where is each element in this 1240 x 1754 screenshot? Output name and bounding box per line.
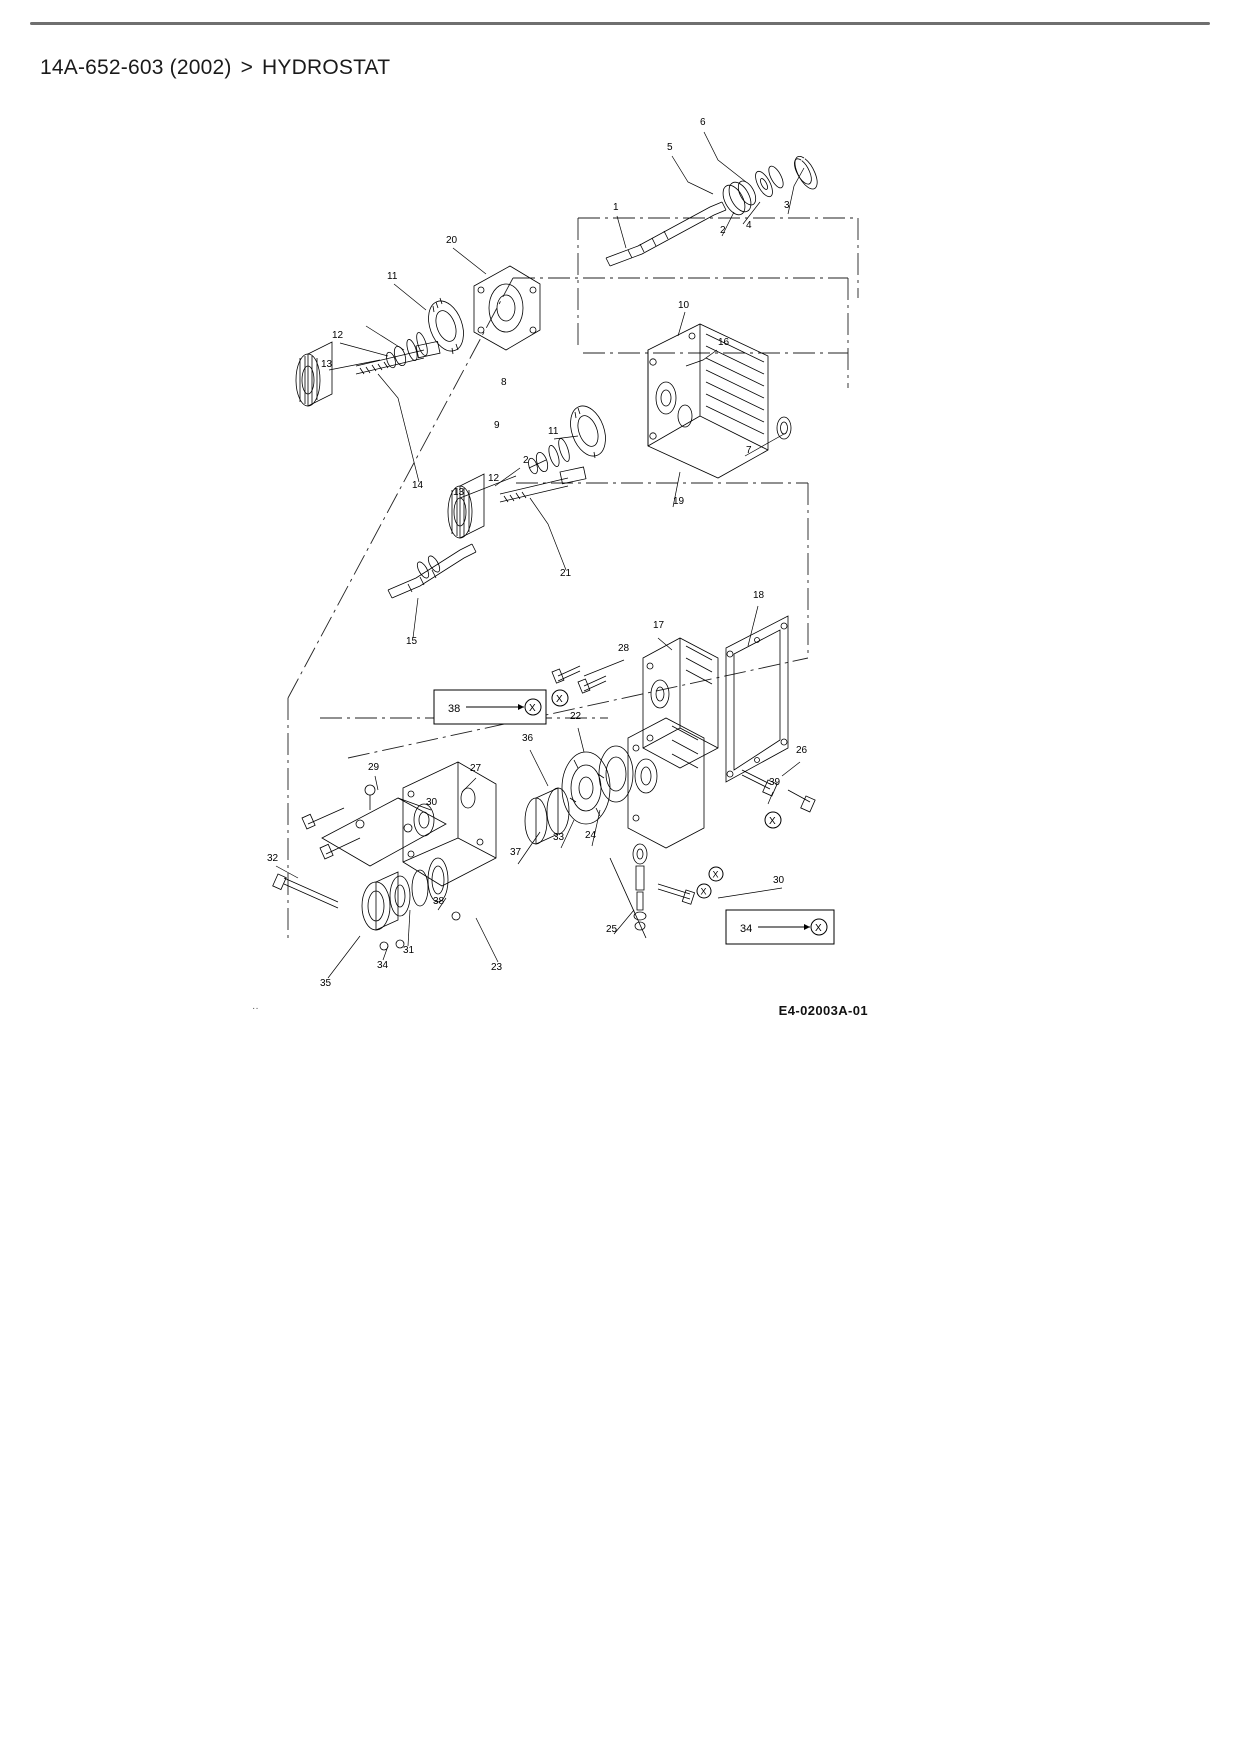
callout-number: 28 xyxy=(618,643,630,654)
callout-number: 21 xyxy=(560,568,572,579)
svg-text:34: 34 xyxy=(740,923,753,935)
corner-registration-mark: ·· xyxy=(252,1003,259,1014)
callout-number: 13 xyxy=(321,359,333,370)
callout-number: 38 xyxy=(433,896,445,907)
detail-ref-mark xyxy=(552,690,781,898)
callout-number: 39 xyxy=(769,777,781,788)
svg-text:X: X xyxy=(769,816,776,827)
callout-number: 2 xyxy=(720,225,726,236)
callout-number: 2 xyxy=(523,455,529,466)
callout-number: 34 xyxy=(377,960,389,971)
callout-number: 9 xyxy=(494,420,500,431)
callout-number: 19 xyxy=(673,496,685,507)
svg-text:X: X xyxy=(556,694,563,705)
callout-number: 16 xyxy=(718,337,730,348)
callout-number: 5 xyxy=(667,142,673,153)
callout-number: 30 xyxy=(426,797,438,808)
detail-note-box-2 xyxy=(726,910,834,944)
breadcrumb-separator: > xyxy=(240,56,254,79)
callout-number: 37 xyxy=(510,847,522,858)
svg-text:X: X xyxy=(712,869,719,880)
detail-note-box xyxy=(434,690,546,724)
callout-number: 4 xyxy=(746,220,752,231)
callout-number: 23 xyxy=(491,962,503,973)
breadcrumb xyxy=(40,56,390,80)
callout-number: 11 xyxy=(548,426,559,437)
diagram-svg xyxy=(248,98,878,1028)
callout-number: 30 xyxy=(773,875,785,886)
callout-number: 27 xyxy=(470,763,482,774)
callout-number-layer xyxy=(267,117,808,989)
svg-text:X: X xyxy=(529,703,536,714)
callout-number: 10 xyxy=(678,300,690,311)
breadcrumb-model: 14A-652-603 (2002) xyxy=(40,56,232,79)
callout-number: 8 xyxy=(501,377,507,388)
callout-number: 35 xyxy=(320,978,332,989)
callout-number: 22 xyxy=(570,711,582,722)
callout-number: 33 xyxy=(553,832,565,843)
callout-number: 29 xyxy=(368,762,380,773)
figure-code: E4-02003A-01 xyxy=(778,1003,868,1018)
callout-number: 18 xyxy=(753,590,765,601)
callout-number: 36 xyxy=(522,733,534,744)
callout-number: 26 xyxy=(796,745,808,756)
callout-number: 7 xyxy=(746,445,752,456)
svg-text:X: X xyxy=(815,923,822,934)
callout-number: 31 xyxy=(403,945,415,956)
callout-number: 3 xyxy=(784,200,790,211)
callout-number: 12 xyxy=(488,473,500,484)
callout-number: 17 xyxy=(653,620,665,631)
callout-number: 14 xyxy=(412,480,424,491)
callout-number: 11 xyxy=(387,271,398,282)
callout-number: 25 xyxy=(606,924,618,935)
header-divider xyxy=(30,22,1210,25)
svg-text:38: 38 xyxy=(448,703,461,715)
callout-number: 6 xyxy=(700,117,706,128)
callout-number: 15 xyxy=(406,636,418,647)
callout-number: 20 xyxy=(446,235,458,246)
callout-number: 13 xyxy=(453,487,465,498)
callout-number: 12 xyxy=(332,330,344,341)
callout-number: 32 xyxy=(267,853,279,864)
exploded-parts-diagram xyxy=(248,98,878,1028)
breadcrumb-section: HYDROSTAT xyxy=(262,56,391,79)
svg-text:X: X xyxy=(700,886,707,897)
callout-number: 24 xyxy=(585,830,597,841)
callout-number: 1 xyxy=(613,202,619,213)
